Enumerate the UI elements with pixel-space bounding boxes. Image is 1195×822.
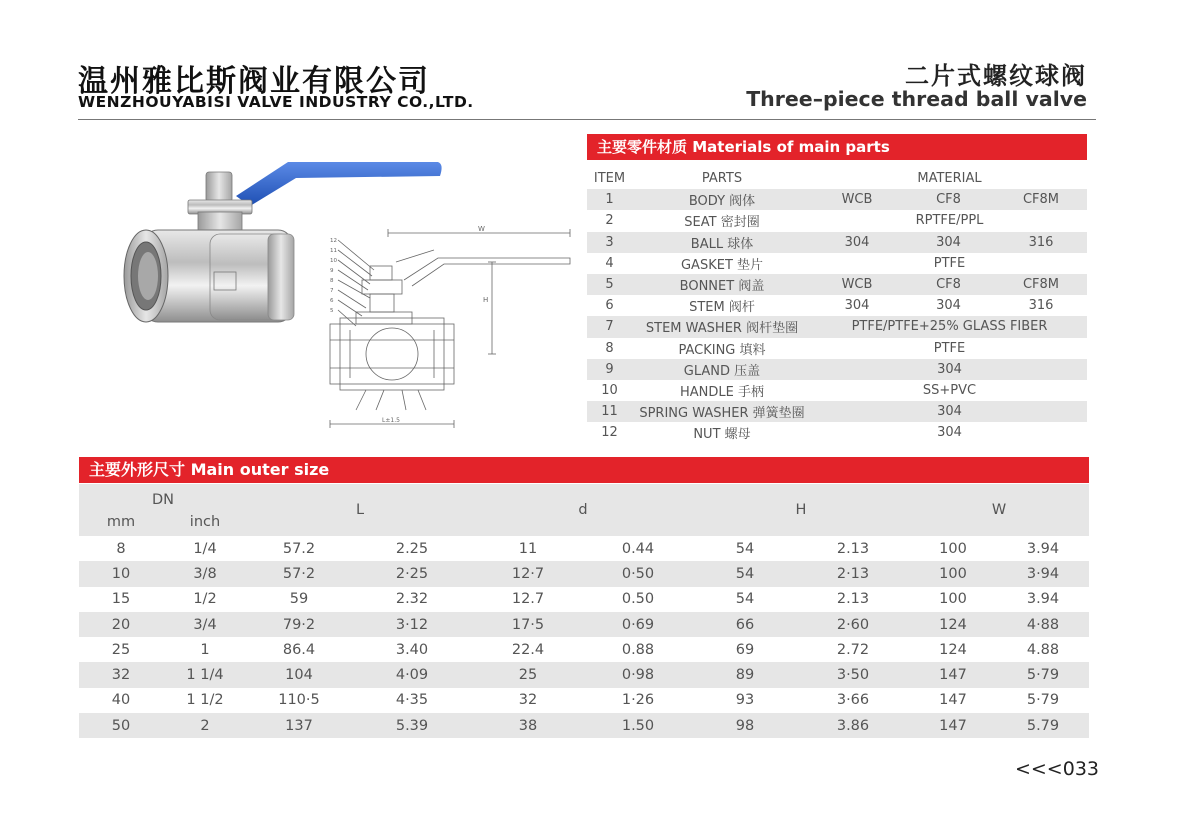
size-l-mm: 59: [289, 591, 309, 608]
material-part-name: GLAND 压盖: [632, 359, 812, 380]
material-value: 304: [812, 359, 1087, 380]
product-title-english: Three–piece thread ball valve: [746, 87, 1087, 111]
callout-11: 11: [330, 248, 337, 254]
material-item-number: 10: [601, 382, 618, 398]
size-w-mm: 100: [939, 540, 967, 557]
material-part-name: STEM WASHER 阀杆垫圈: [632, 316, 812, 337]
size-inch: 1/4: [193, 540, 217, 557]
material-part-name: BODY 阀体: [632, 189, 812, 210]
size-w-mm: 124: [939, 641, 967, 658]
materials-header-item: ITEM: [593, 171, 626, 187]
size-h-mm: 93: [735, 692, 755, 709]
size-row: [79, 561, 1089, 586]
size-header-dn: DN: [79, 484, 247, 508]
size-l-mm: 57.2: [282, 540, 316, 557]
page-number: <<<033: [1014, 758, 1099, 780]
materials-row: [587, 316, 1087, 337]
size-d-inch: 0.44: [621, 540, 655, 557]
materials-row: [587, 359, 1087, 380]
size-h-mm: 89: [693, 662, 797, 687]
size-header-mm: mm: [79, 508, 163, 536]
materials-row: [587, 422, 1087, 443]
materials-row: [587, 338, 1087, 359]
size-h-inch: 2.13: [836, 540, 870, 557]
material-part-name: SPRING WASHER 弹簧垫圈: [632, 401, 812, 422]
size-header-h: H: [693, 484, 909, 536]
size-l-inch: 4·09: [351, 662, 473, 687]
size-w-inch: 5·79: [1026, 692, 1060, 709]
size-section-title: 主要外形尺寸 Main outer size: [79, 457, 1089, 483]
size-h-inch: 3·50: [797, 662, 909, 687]
size-h-inch: 2.13: [836, 591, 870, 608]
materials-row: [587, 295, 1087, 316]
material-value-3: CF8M: [995, 189, 1087, 210]
material-item-number: 1: [587, 189, 632, 210]
size-w-inch: 4·88: [997, 612, 1089, 637]
size-d-inch: 1.50: [583, 713, 693, 738]
material-part-name: GASKET 垫片: [680, 257, 764, 273]
size-d-inch: 0·98: [583, 662, 693, 687]
size-l-inch: 2.25: [395, 540, 429, 557]
company-name-english: WENZHOUYABISI VALVE INDUSTRY CO.,LTD.: [78, 93, 474, 111]
material-item-number: 5: [587, 274, 632, 295]
materials-row: [587, 210, 1087, 231]
material-item-number: 12: [601, 425, 618, 441]
material-value-3: 316: [995, 232, 1087, 253]
dimension-h-label: H: [483, 296, 489, 304]
size-w-mm: 147: [909, 713, 997, 738]
material-value: RPTFE/PPL: [915, 213, 984, 229]
size-l-inch: 3.40: [395, 641, 429, 658]
size-mm: 40: [111, 692, 131, 709]
size-row: [79, 688, 1089, 713]
materials-row: [587, 253, 1087, 274]
size-inch: 3/8: [163, 561, 247, 586]
material-value: PTFE/PTFE+25% GLASS FIBER: [812, 316, 1087, 337]
size-inch: 1 1/2: [186, 692, 224, 709]
size-row: [79, 536, 1089, 561]
size-h-mm: 54: [735, 540, 755, 557]
valve-technical-drawing: [326, 222, 574, 430]
size-h-inch: 2·60: [797, 612, 909, 637]
size-w-inch: 4.88: [1026, 641, 1060, 658]
company-name-chinese: 温州雅比斯阀业有限公司: [78, 64, 430, 99]
material-value-1: 304: [812, 232, 902, 253]
size-inch: 1/2: [193, 591, 217, 608]
material-value-2: 304: [902, 232, 995, 253]
size-d-inch: 0·50: [583, 561, 693, 586]
material-value: PTFE: [933, 255, 966, 271]
size-row: [79, 637, 1089, 662]
size-h-inch: 3.86: [797, 713, 909, 738]
size-l-mm: 57·2: [247, 561, 351, 586]
size-inch: 3/4: [163, 612, 247, 637]
size-h-mm: 54: [693, 561, 797, 586]
size-mm: 10: [79, 561, 163, 586]
materials-row: [587, 401, 1087, 422]
materials-header-row: [587, 168, 1087, 189]
size-mm: 25: [111, 641, 131, 658]
size-mm: 15: [111, 591, 131, 608]
size-w-mm: 124: [909, 612, 997, 637]
callout-5: 5: [330, 308, 334, 314]
size-header-d: d: [473, 484, 693, 536]
size-inch: 1 1/4: [163, 662, 247, 687]
size-mm: 20: [79, 612, 163, 637]
size-inch: 1: [200, 641, 210, 658]
size-table: [79, 484, 1089, 738]
material-part-name: BALL 球体: [632, 232, 812, 253]
size-d-mm: 12.7: [511, 591, 545, 608]
size-d-mm: 12·7: [473, 561, 583, 586]
size-w-inch: 5·79: [997, 662, 1089, 687]
materials-table: [587, 168, 1087, 443]
size-d-mm: 22.4: [511, 641, 545, 658]
material-item-number: 4: [605, 255, 614, 271]
size-l-inch: 4·35: [395, 692, 429, 709]
material-item-number: 3: [587, 232, 632, 253]
dimension-w-label: W: [478, 225, 485, 233]
size-d-mm: 38: [473, 713, 583, 738]
material-value-2: CF8: [902, 274, 995, 295]
size-row: [79, 587, 1089, 612]
dimension-l-label: L±1.5: [382, 417, 400, 424]
size-l-inch: 2·25: [351, 561, 473, 586]
size-d-inch: 0.88: [621, 641, 655, 658]
size-l-inch: 5.39: [351, 713, 473, 738]
size-w-mm: 100: [909, 561, 997, 586]
size-header-l: L: [247, 484, 473, 536]
material-item-number: 7: [587, 316, 632, 337]
material-item-number: 2: [605, 213, 614, 229]
size-h-inch: 2·13: [797, 561, 909, 586]
size-mm: 32: [79, 662, 163, 687]
material-value-2: 304: [936, 298, 961, 314]
material-value-1: WCB: [812, 274, 902, 295]
size-d-inch: 0·69: [583, 612, 693, 637]
size-l-mm: 104: [247, 662, 351, 687]
size-header-w: W: [909, 484, 1089, 536]
size-w-mm: 147: [909, 662, 997, 687]
size-row: [79, 612, 1089, 637]
materials-header-parts: PARTS: [701, 171, 743, 187]
size-header-inch: inch: [163, 508, 247, 536]
callout-9: 9: [330, 268, 334, 274]
callout-10: 10: [330, 258, 337, 264]
material-value: 304: [812, 401, 1087, 422]
materials-section-title: 主要零件材质 Materials of main parts: [587, 134, 1087, 160]
callout-7: 7: [330, 288, 334, 294]
header-divider: [78, 119, 1096, 120]
materials-row: [587, 380, 1087, 401]
materials-row: [587, 274, 1087, 295]
material-part-name: SEAT 密封圈: [684, 215, 760, 231]
size-h-mm: 54: [735, 591, 755, 608]
size-w-inch: 5.79: [997, 713, 1089, 738]
material-part-name: PACKING 填料: [678, 342, 766, 358]
material-part-name: NUT 螺母: [693, 427, 751, 443]
size-d-mm: 11: [518, 540, 538, 557]
size-h-inch: 3·66: [836, 692, 870, 709]
size-mm: 50: [79, 713, 163, 738]
size-w-mm: 147: [939, 692, 967, 709]
materials-row: [587, 189, 1087, 210]
material-value-3: 316: [1028, 298, 1054, 314]
size-h-inch: 2.72: [836, 641, 870, 658]
size-d-mm: 32: [518, 692, 538, 709]
size-l-mm: 86.4: [282, 641, 316, 658]
material-value-1: WCB: [812, 189, 902, 210]
material-value: PTFE: [933, 340, 966, 356]
size-w-mm: 100: [939, 591, 967, 608]
material-value: 304: [937, 425, 962, 441]
material-part-name: HANDLE 手柄: [680, 384, 764, 400]
material-item-number: 9: [587, 359, 632, 380]
size-d-mm: 25: [473, 662, 583, 687]
size-d-mm: 17·5: [473, 612, 583, 637]
material-part-name: BONNET 阀盖: [632, 274, 812, 295]
size-w-inch: 3.94: [1026, 540, 1060, 557]
material-part-name: STEM 阀杆: [689, 300, 755, 316]
materials-header-material: MATERIAL: [917, 171, 982, 187]
size-l-mm: 137: [247, 713, 351, 738]
size-h-mm: 98: [693, 713, 797, 738]
material-value-1: 304: [844, 298, 870, 314]
size-l-inch: 3·12: [351, 612, 473, 637]
size-l-mm: 79·2: [247, 612, 351, 637]
size-row: [79, 662, 1089, 687]
size-row: [79, 713, 1089, 738]
size-l-mm: 110·5: [278, 692, 320, 709]
material-item-number: 11: [587, 401, 632, 422]
size-h-mm: 69: [735, 641, 755, 658]
callout-6: 6: [330, 298, 334, 304]
size-mm: 8: [116, 540, 126, 557]
materials-row: [587, 232, 1087, 253]
size-header-row: [79, 484, 1089, 508]
callout-12: 12: [330, 238, 337, 244]
size-inch: 2: [163, 713, 247, 738]
product-title-chinese: 二片式螺纹球阀: [905, 62, 1087, 90]
material-value: SS+PVC: [922, 382, 977, 398]
size-l-inch: 2.32: [395, 591, 429, 608]
material-value-2: CF8: [902, 189, 995, 210]
material-value-3: CF8M: [995, 274, 1087, 295]
size-w-inch: 3·94: [997, 561, 1089, 586]
size-d-inch: 0.50: [621, 591, 655, 608]
material-item-number: 8: [605, 340, 614, 356]
size-d-inch: 1·26: [621, 692, 655, 709]
size-w-inch: 3.94: [1026, 591, 1060, 608]
material-item-number: 6: [605, 298, 614, 314]
callout-8: 8: [330, 278, 334, 284]
size-h-mm: 66: [693, 612, 797, 637]
